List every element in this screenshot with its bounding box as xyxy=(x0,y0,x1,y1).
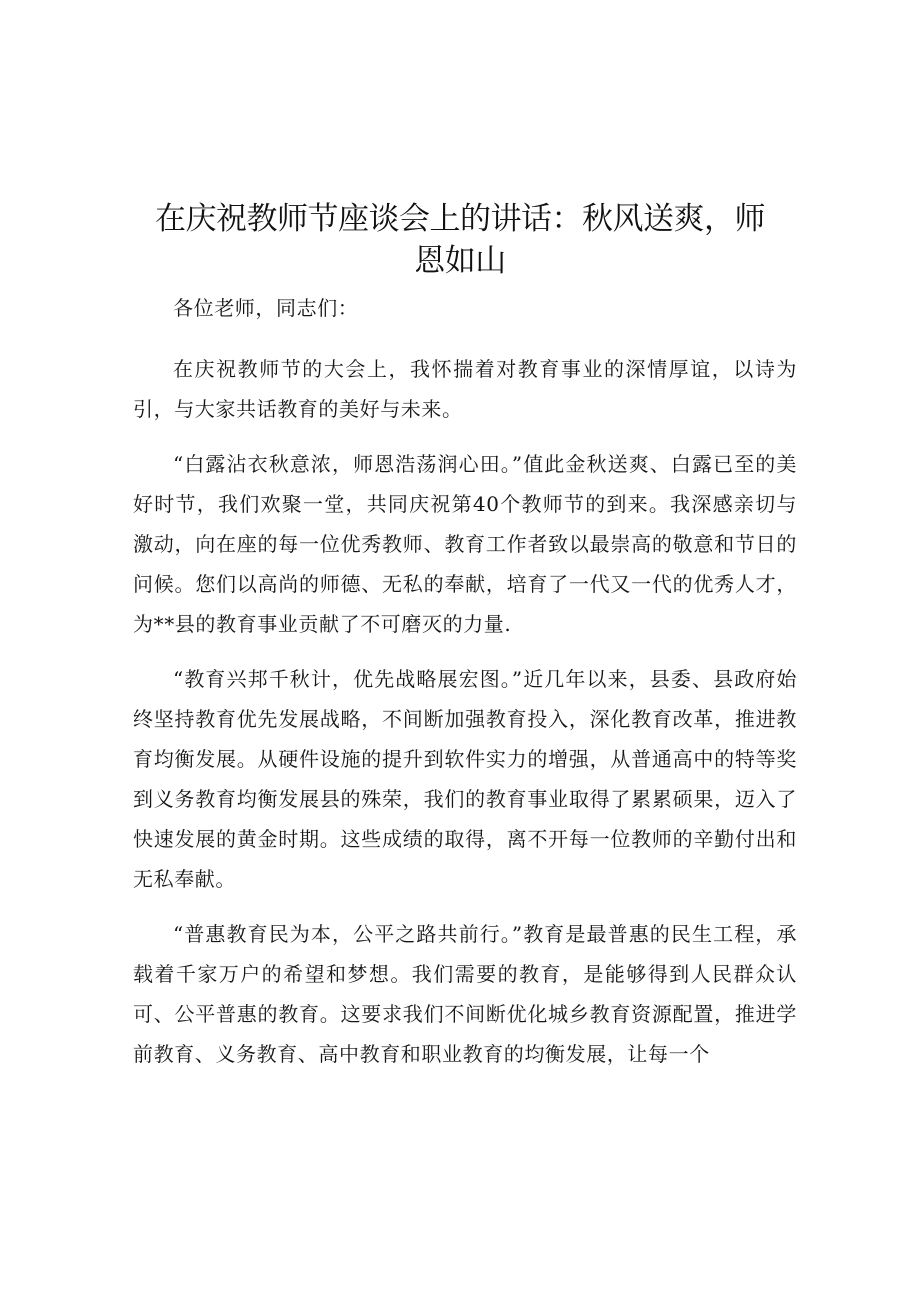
document-title xyxy=(140,198,780,282)
title-line-1: 在庆祝教师节座谈会上的讲话：秋风送爽，师 xyxy=(155,201,765,237)
paragraph-2: “白露沾衣秋意浓，师恩浩荡润心田。”值此金秋送爽、白露已至的美好时节，我们欢聚一堂，共同庆祝第40个教师节的到来。我深感亲切与激动，向在座的每一位优秀教师、教育工作者致以最崇高的敬意和节日的问候。您们以高尚的师德、无私的奉献，培育了一代又一代的优秀人才，为**县的教育事业贡献了不可磨灭的力量. xyxy=(133,452,797,636)
salutation: 各位老师，同志们： xyxy=(173,296,359,320)
paragraph-1: 在庆祝教师节的大会上，我怀揣着对教育事业的深情厚谊，以诗为引，与大家共话教育的美好与未来。 xyxy=(133,357,797,421)
title-line-2: 恩如山 xyxy=(414,243,506,279)
paragraph-3: “教育兴邦千秋计，优先战略展宏图。”近几年以来，县委、县政府始终坚持教育优先发展战略，不间断加强教育投入，深化教育改革，推进教育均衡发展。从硬件设施的提升到软件实力的增强，从普通高中的特等奖到义务教育均衡发展县的殊荣，我们的教育事业取得了累累硕果，迈入了快速发展的黄金时期。这些成绩的取得，离不开每一位教师的辛勤付出和无私奉献。 xyxy=(133,667,797,891)
document-body xyxy=(133,288,797,1089)
paragraph-4: “普惠教育民为本，公平之路共前行。”教育是最普惠的民生工程，承载着千家万户的希望和梦想。我们需要的教育，是能够得到人民群众认可、公平普惠的教育。这要求我们不间断优化城乡教育资源配置，推进学前教育、义务教育、高中教育和职业教育的均衡发展，让每一个 xyxy=(133,922,797,1066)
